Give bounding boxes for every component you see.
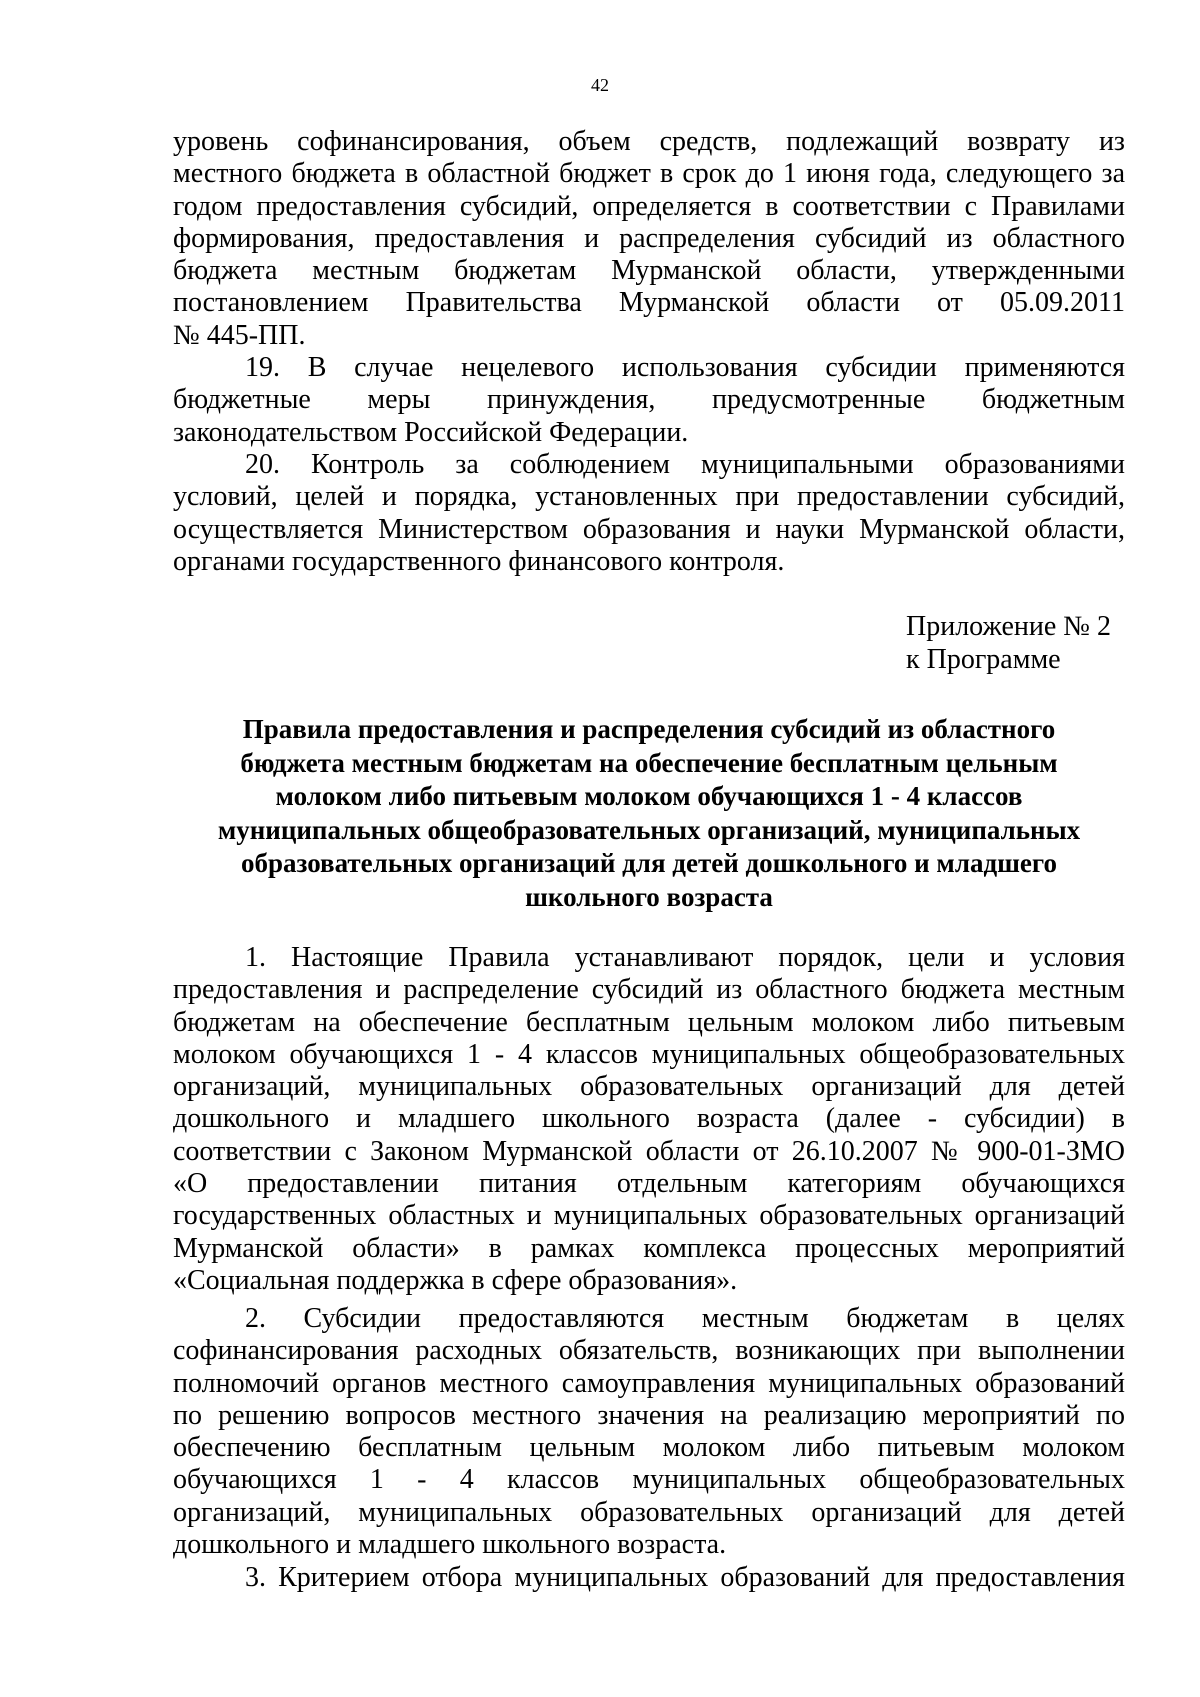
section-1-paragraph [173,942,1125,1297]
heading-line: молоком либо питьевым молоком обучающихся 1 - 4 классов [275,781,1023,811]
text-line: предоставления и распределение субсидий из областного бюджета местным [173,974,1125,1006]
heading-line: образовательных организаций для детей дошкольного и младшего [241,848,1057,878]
text-line: бюджетам на обеспечение бесплатным цельным молоком либо питьевым [173,1006,1125,1038]
text-line: 1. Настоящие Правила устанавливают порядок, цели и условия [245,942,1125,973]
heading-line: Правила предоставления и распределения субсидий из областного [242,714,1056,744]
text-line: по решению вопросов местного значения на реализацию мероприятий по [173,1399,1125,1431]
text-line: бюджета местным бюджетам Мурманской области, утвержденными [173,255,1125,287]
text-line: 3. Критерием отбора муниципальных образований для предоставления [245,1562,1125,1593]
heading-line: школьного возраста [525,881,773,912]
page-number: 42 [591,75,609,95]
section-2-paragraph [173,1303,1125,1561]
heading-line: бюджета местным бюджетам на обеспечение бесплатным цельным [240,747,1058,778]
appendix-number: Приложение № 2 [906,611,1111,642]
text-line: соответствии с Законом Мурманской области от 26.10.2007 № 900-01-ЗМО [173,1135,1125,1167]
text-line: постановлением Правительства Мурманской области от 05.09.2011 [173,287,1125,319]
text-line: бюджетные меры принуждения, предусмотренные бюджетным [173,384,1125,416]
text-line: организаций, муниципальных образовательных организаций для детей [173,1071,1125,1103]
item-20-paragraph [173,449,1125,578]
text-line: условий, целей и порядка, установленных при предоставлении субсидий, [173,481,1125,513]
text-line: 2. Субсидии предоставляются местным бюджетам в целях [245,1303,1125,1334]
text-line: дошкольного и младшего школьного возраста. [173,1529,727,1561]
text-line: Мурманской области» в рамках комплекса процессных мероприятий [173,1232,1125,1264]
text-line: 20. Контроль за соблюдением муниципальными образованиями [245,449,1125,480]
text-line: дошкольного и младшего школьного возраста (далее - субсидии) в [173,1103,1125,1135]
text-line: органами государственного финансового контроля. [173,545,785,577]
text-line: «Социальная поддержка в сфере образования». [173,1264,738,1296]
text-line: осуществляется Министерством образования и науки Мурманской области, [173,513,1125,545]
text-line: государственных областных и муниципальных образовательных организаций [173,1200,1125,1232]
rules-heading [173,713,1125,914]
section-3-paragraph [173,1562,1125,1594]
text-line: местного бюджета в областной бюджет в срок до 1 июня года, следующего за [173,158,1125,190]
appendix-program: к Программе [906,644,1061,675]
continuation-paragraph [173,126,1125,352]
text-line: молоком обучающихся 1 - 4 классов муниципальных общеобразовательных [173,1038,1125,1070]
text-line: «О предоставлении питания отдельным категориям обучающихся [173,1168,1125,1200]
text-line: полномочий органов местного самоуправления муниципальных образований [173,1367,1125,1399]
text-line: формирования, предоставления и распределения субсидий из областного [173,222,1125,254]
item-19-paragraph [173,352,1125,449]
text-line: организаций, муниципальных образовательных организаций для детей [173,1496,1125,1528]
text-line: обучающихся 1 - 4 классов муниципальных общеобразовательных [173,1464,1125,1496]
text-line: обеспечению бесплатным цельным молоком либо питьевым молоком [173,1432,1125,1464]
text-line: годом предоставления субсидий, определяется в соответствии с Правилами [173,190,1125,222]
appendix-reference [906,610,1111,676]
text-line: уровень софинансирования, объем средств, подлежащий возврату из [173,126,1125,157]
text-line: законодательством Российской Федерации. [173,416,689,448]
text-line: софинансирования расходных обязательств, возникающих при выполнении [173,1335,1125,1367]
heading-line: муниципальных общеобразовательных организаций, муниципальных [217,814,1081,845]
text-line: 19. В случае нецелевого использования субсидии применяются [245,352,1125,383]
text-line: № 445-ПП. [173,319,306,351]
